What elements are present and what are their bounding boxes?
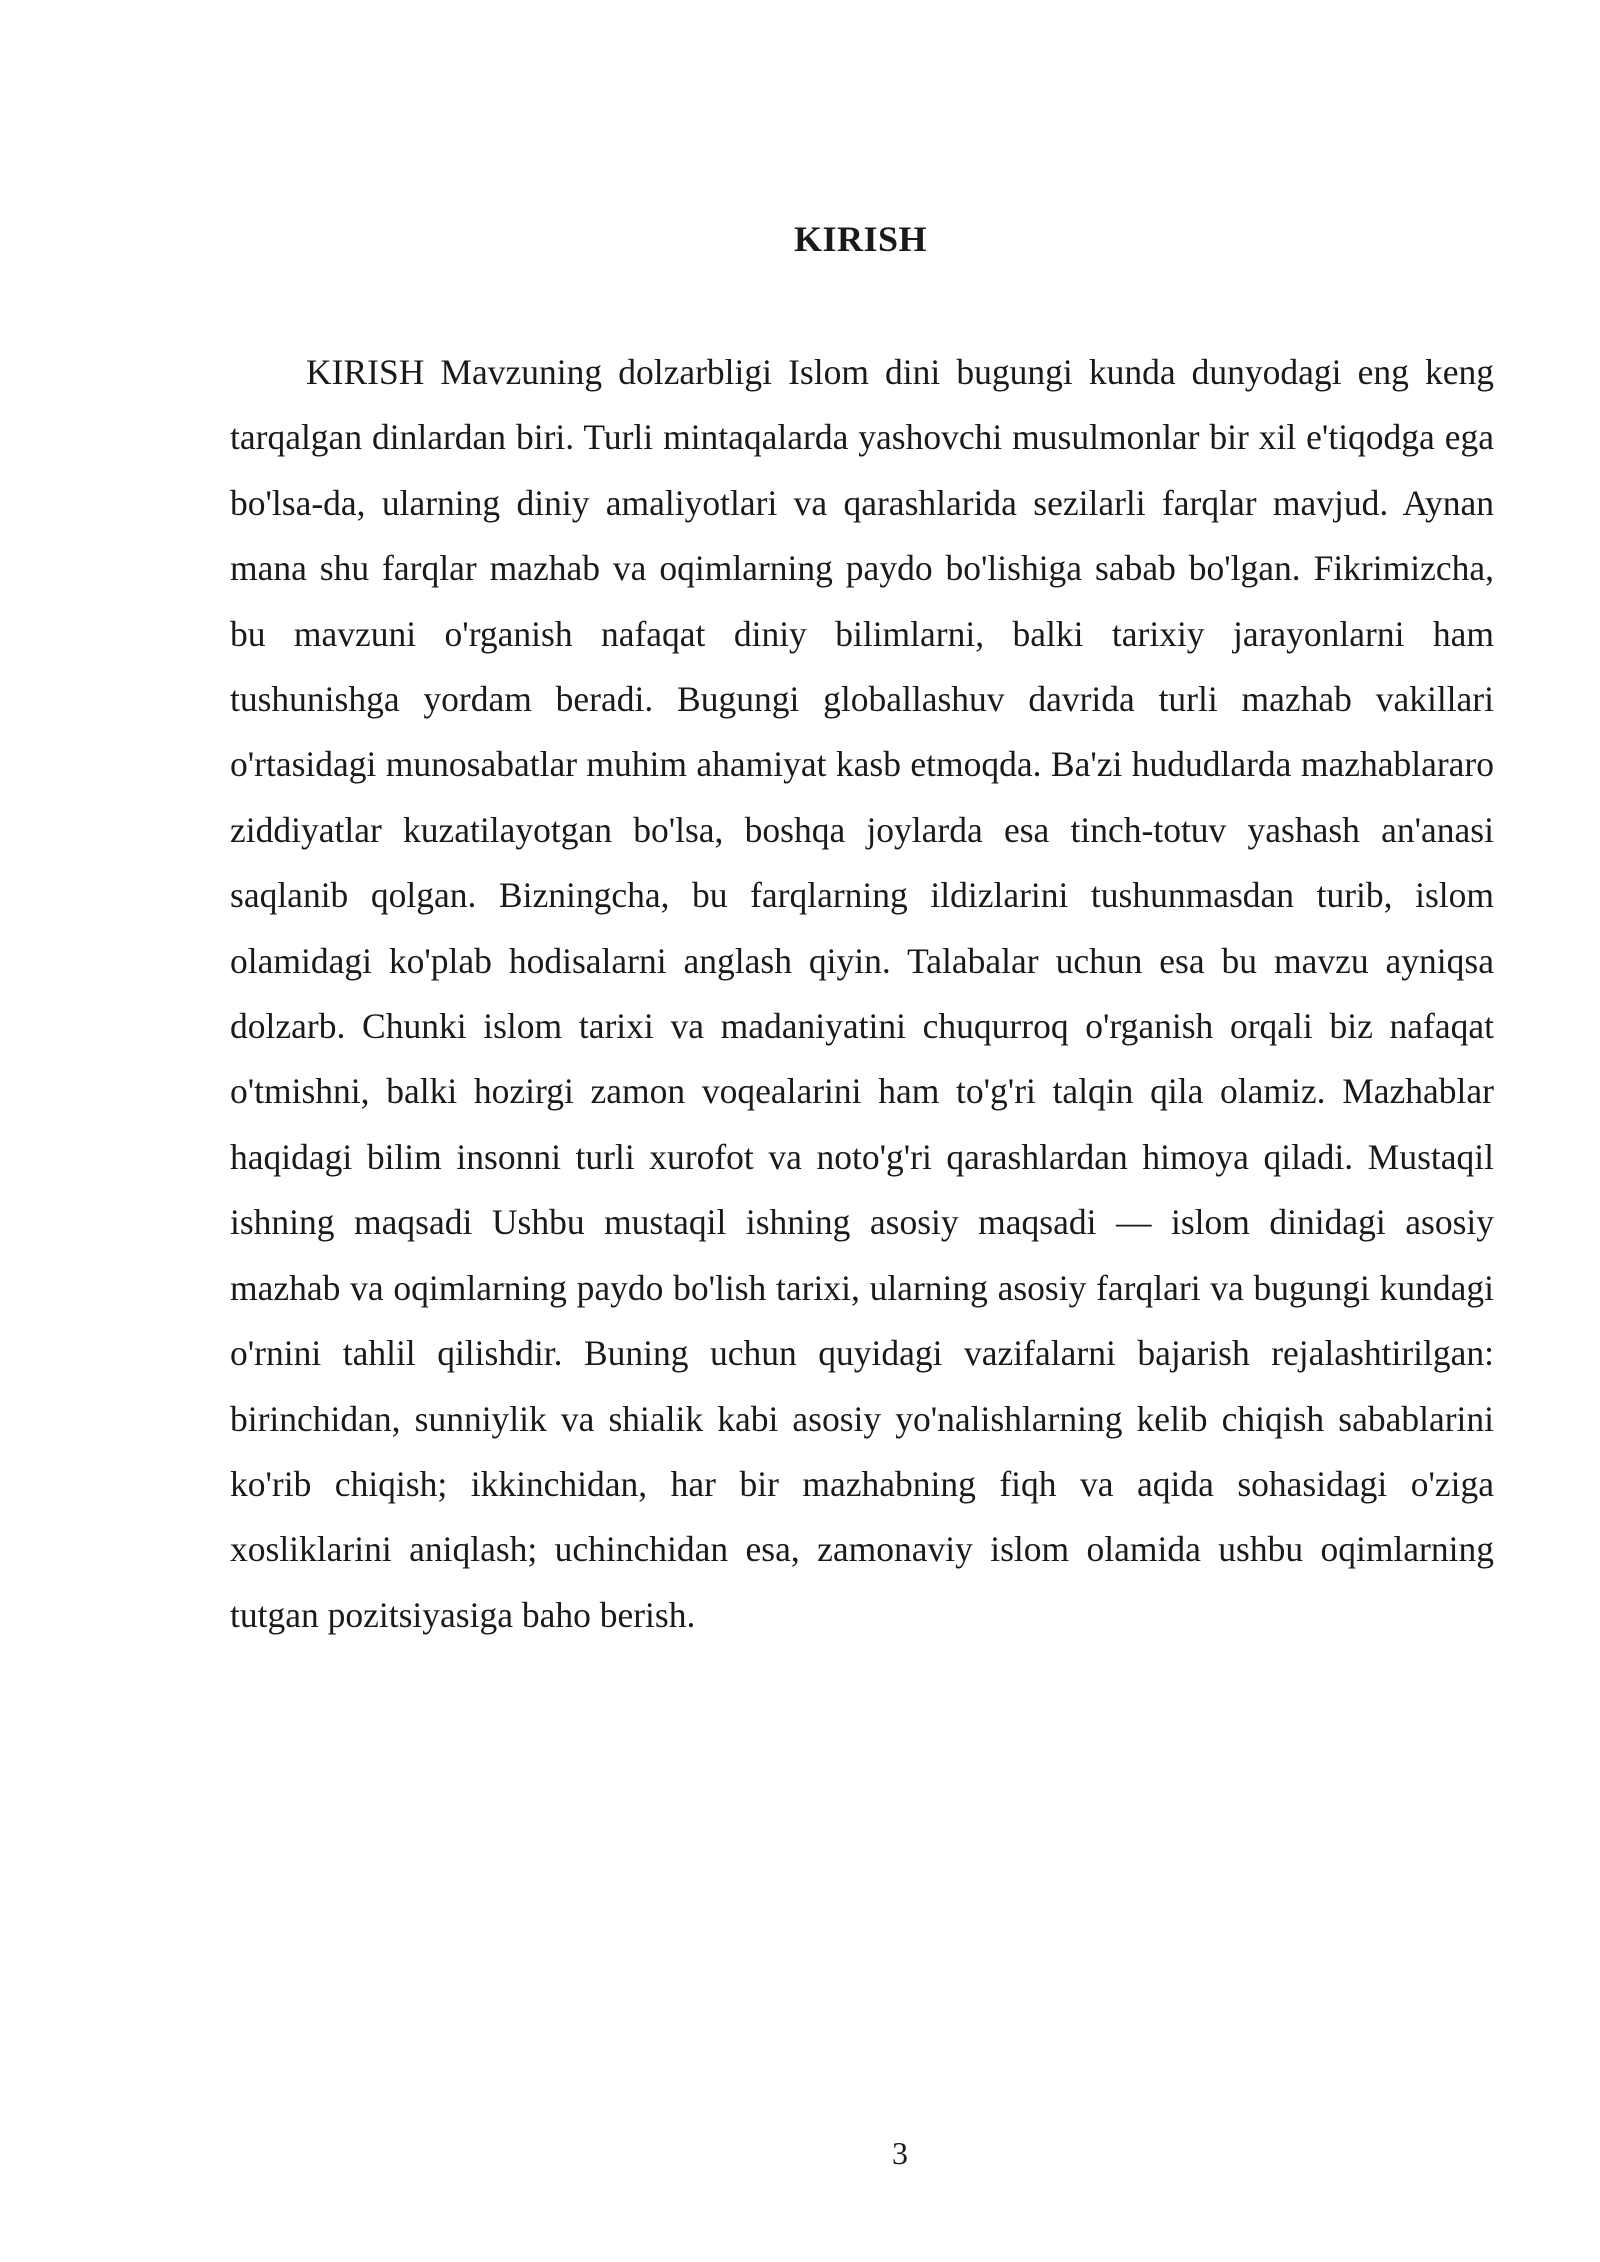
- section-heading: KIRISH: [793, 219, 928, 259]
- page-number: 3: [892, 2135, 908, 2171]
- body-paragraph: KIRISH Mavzuning dolzarbligi Islom dini bugungi kunda dunyodagi eng keng tarqalgan dinlardan biri. Turli mintaqalarda yashovchi musulmonlar bir xil e'tiqodga ega bo'lsa-da, ularning diniy amaliyotlari va qarashlarida sezilarli farqlar mavjud. Aynan mana shu farqlar mazhab va oqimlarning paydo bo'lishiga sabab bo'lgan. Fikrimizcha, bu mavzuni o'rganish nafaqat diniy bilimlarni, balki tarixiy jarayonlarni ham tushunishga yordam beradi. Bugungi globallashuv davrida turli mazhab vakillari o'rtasidagi munosabatlar muhim ahamiyat kasb etmoqda. Ba'zi hududlarda mazhablararo ziddiyatlar kuzatilayotgan bo'lsa, boshqa joylarda esa tinch-totuv yashash an'anasi saqlanib qolgan. Bizningcha, bu farqlarning ildizlarini tushunmasdan turib, islom olamidagi ko'plab hodisalarni anglash qiyin. Talabalar uchun esa bu mavzu ayniqsa dolzarb. Chunki islom tarixi va madaniyatini chuqurroq o'rganish orqali biz nafaqat o'tmishni, balki hozirgi zamon voqealarini ham to'g'ri talqin qila olamiz. Mazhablar haqidagi bilim insonni turli xurofot va noto'g'ri qarashlardan himoya qiladi. Mustaqil ishning maqsadi Ushbu mustaqil ishning asosiy maqsadi — islom dinidagi asosiy mazhab va oqimlarning paydo bo'lish tarixi, ularning asosiy farqlari va bugungi kundagi o'rnini tahlil qilishdir. Buning uchun quyidagi vazifalarni bajarish rejalashtirilgan: birinchidan, sunniylik va shialik kabi asosiy yo'nalishlarning kelib chiqish sabablarini ko'rib chiqish; ikkinchidan, har bir mazhabning fiqh va aqida sohasidagi o'ziga xosliklarini aniqlash; uchinchidan esa, zamonaviy islom olamida ushbu oqimlarning tutgan pozitsiyasiga baho berish.: [230, 352, 1494, 1635]
